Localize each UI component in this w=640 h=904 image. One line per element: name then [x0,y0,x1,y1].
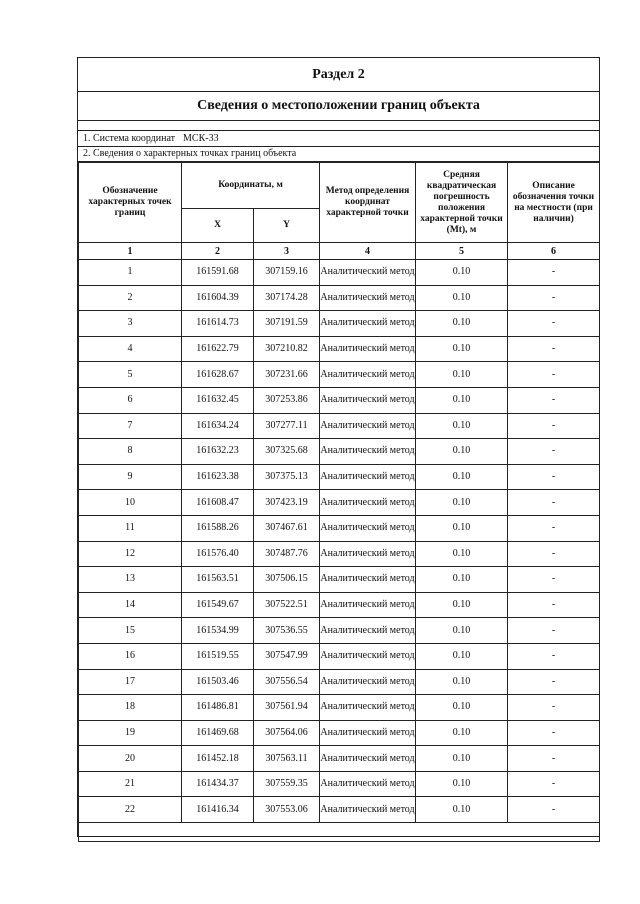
point-number: 5 [79,362,182,388]
error-value: 0.10 [416,746,508,772]
section-subtitle: Сведения о местоположении границ объекта [78,92,599,121]
description-cell: - [508,285,600,311]
coord-y: 307536.55 [254,618,320,644]
point-number: 8 [79,439,182,465]
coord-y: 307522.51 [254,592,320,618]
coord-x: 161604.39 [182,285,254,311]
coordinate-system-label: 1. Система координат [83,133,176,144]
error-value: 0.10 [416,592,508,618]
error-value: 0.10 [416,311,508,337]
method-cell: Аналитический метод [320,260,416,286]
column-number: 3 [254,243,320,260]
error-value: 0.10 [416,260,508,286]
method-cell: Аналитический метод [320,362,416,388]
coord-x: 161588.26 [182,515,254,541]
point-number: 1 [79,260,182,286]
error-value: 0.10 [416,387,508,413]
table-row [79,746,600,772]
coord-y: 307556.54 [254,669,320,695]
error-value: 0.10 [416,797,508,823]
description-cell: - [508,643,600,669]
method-cell: Аналитический метод [320,387,416,413]
coord-y: 307159.16 [254,260,320,286]
coord-y: 307191.59 [254,311,320,337]
table-row [79,771,600,797]
point-number: 22 [79,797,182,823]
coord-x: 161591.68 [182,260,254,286]
point-number: 11 [79,515,182,541]
header-x: X [182,209,254,243]
coordinate-system-value: МСК-33 [183,133,219,144]
table-row [79,439,600,465]
coord-x: 161623.38 [182,464,254,490]
coord-y: 307487.76 [254,541,320,567]
description-cell: - [508,592,600,618]
table-row [79,643,600,669]
column-number: 6 [508,243,600,260]
method-cell: Аналитический метод [320,669,416,695]
table-row [79,797,600,823]
spacer-row [78,121,599,131]
column-number: 1 [79,243,182,260]
table-row [79,669,600,695]
error-value: 0.10 [416,541,508,567]
coord-y: 307277.11 [254,413,320,439]
boundary-points-table [78,162,600,842]
error-value: 0.10 [416,336,508,362]
header-description: Описание обозначения точки на местности (при наличии) [508,163,600,243]
coord-x: 161628.67 [182,362,254,388]
table-row [79,413,600,439]
method-cell: Аналитический метод [320,490,416,516]
coord-y: 307563.11 [254,746,320,772]
error-value: 0.10 [416,771,508,797]
point-number: 19 [79,720,182,746]
point-number: 2 [79,285,182,311]
coord-x: 161452.18 [182,746,254,772]
description-cell: - [508,746,600,772]
description-cell: - [508,260,600,286]
coord-x: 161622.79 [182,336,254,362]
coord-x: 161486.81 [182,695,254,721]
method-cell: Аналитический метод [320,413,416,439]
error-value: 0.10 [416,720,508,746]
method-cell: Аналитический метод [320,618,416,644]
error-value: 0.10 [416,669,508,695]
table-row [79,285,600,311]
coord-y: 307553.06 [254,797,320,823]
section-title: Раздел 2 [78,58,599,92]
description-cell: - [508,311,600,337]
header-y: Y [254,209,320,243]
header-error: Средняя квадратическая погрешность положения характерной точки (Mt), м [416,163,508,243]
table-row [79,541,600,567]
point-number: 4 [79,336,182,362]
document-page [77,57,600,837]
description-cell: - [508,567,600,593]
coord-y: 307564.06 [254,720,320,746]
description-cell: - [508,439,600,465]
method-cell: Аналитический метод [320,771,416,797]
coord-y: 307210.82 [254,336,320,362]
coord-x: 161534.99 [182,618,254,644]
coord-y: 307467.61 [254,515,320,541]
description-cell: - [508,362,600,388]
coord-x: 161632.23 [182,439,254,465]
coord-y: 307506.15 [254,567,320,593]
point-number: 3 [79,311,182,337]
coord-y: 307547.99 [254,643,320,669]
method-cell: Аналитический метод [320,797,416,823]
method-cell: Аналитический метод [320,567,416,593]
coord-x: 161503.46 [182,669,254,695]
table-row [79,592,600,618]
description-cell: - [508,336,600,362]
method-cell: Аналитический метод [320,643,416,669]
description-cell: - [508,541,600,567]
method-cell: Аналитический метод [320,336,416,362]
point-number: 7 [79,413,182,439]
error-value: 0.10 [416,439,508,465]
method-cell: Аналитический метод [320,592,416,618]
description-cell: - [508,490,600,516]
table-row [79,260,600,286]
method-cell: Аналитический метод [320,695,416,721]
table-row [79,362,600,388]
error-value: 0.10 [416,413,508,439]
coord-x: 161416.34 [182,797,254,823]
error-value: 0.10 [416,567,508,593]
error-value: 0.10 [416,515,508,541]
method-cell: Аналитический метод [320,720,416,746]
point-number: 6 [79,387,182,413]
coord-y: 307325.68 [254,439,320,465]
coord-x: 161434.37 [182,771,254,797]
coord-y: 307423.19 [254,490,320,516]
point-number: 21 [79,771,182,797]
error-value: 0.10 [416,362,508,388]
coord-x: 161608.47 [182,490,254,516]
error-value: 0.10 [416,695,508,721]
table-row [79,515,600,541]
point-number: 16 [79,643,182,669]
column-number: 4 [320,243,416,260]
coord-y: 307231.66 [254,362,320,388]
coord-x: 161576.40 [182,541,254,567]
description-cell: - [508,669,600,695]
point-number: 18 [79,695,182,721]
coord-x: 161549.67 [182,592,254,618]
point-number: 13 [79,567,182,593]
point-number: 12 [79,541,182,567]
point-number: 15 [79,618,182,644]
table-row [79,387,600,413]
point-number: 14 [79,592,182,618]
description-cell: - [508,720,600,746]
coord-y: 307253.86 [254,387,320,413]
table-row [79,464,600,490]
point-number: 9 [79,464,182,490]
error-value: 0.10 [416,464,508,490]
coord-x: 161634.24 [182,413,254,439]
table-row [79,695,600,721]
error-value: 0.10 [416,490,508,516]
description-cell: - [508,413,600,439]
table-row [79,311,600,337]
coord-x: 161519.55 [182,643,254,669]
coord-x: 161632.45 [182,387,254,413]
table-row [79,720,600,746]
coord-x: 161563.51 [182,567,254,593]
table-body [79,260,600,823]
coordinate-system-line [78,131,599,147]
method-cell: Аналитический метод [320,464,416,490]
description-cell: - [508,515,600,541]
coord-x: 161469.68 [182,720,254,746]
coord-y: 307561.94 [254,695,320,721]
method-cell: Аналитический метод [320,285,416,311]
header-method: Метод определения координат характерной точки [320,163,416,243]
point-number: 10 [79,490,182,516]
coord-y: 307559.35 [254,771,320,797]
table-row [79,618,600,644]
table-row [79,490,600,516]
table-row [79,336,600,362]
point-number: 20 [79,746,182,772]
error-value: 0.10 [416,285,508,311]
header-coordinates: Координаты, м [182,163,320,209]
coord-y: 307174.28 [254,285,320,311]
method-cell: Аналитический метод [320,439,416,465]
description-cell: - [508,695,600,721]
coord-y: 307375.13 [254,464,320,490]
method-cell: Аналитический метод [320,541,416,567]
description-cell: - [508,464,600,490]
table-row [79,567,600,593]
error-value: 0.10 [416,618,508,644]
points-heading: 2. Сведения о характерных точках границ объекта [78,147,599,162]
description-cell: - [508,618,600,644]
table-footer-row [79,823,600,842]
error-value: 0.10 [416,643,508,669]
method-cell: Аналитический метод [320,515,416,541]
header-designation: Обозначение характерных точек границ [79,163,182,243]
coord-x: 161614.73 [182,311,254,337]
description-cell: - [508,387,600,413]
description-cell: - [508,771,600,797]
method-cell: Аналитический метод [320,746,416,772]
column-number: 2 [182,243,254,260]
description-cell: - [508,797,600,823]
point-number: 17 [79,669,182,695]
column-number: 5 [416,243,508,260]
method-cell: Аналитический метод [320,311,416,337]
